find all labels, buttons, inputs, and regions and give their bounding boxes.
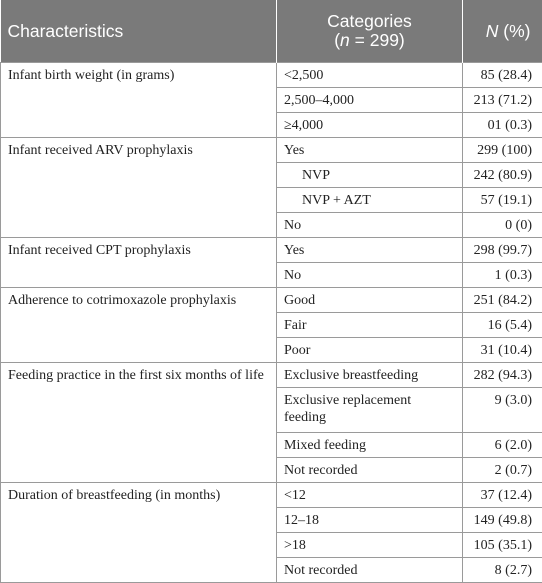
value-cell: 0 (0) [463, 213, 542, 238]
value-cell: 2 (0.7) [463, 458, 542, 483]
value-cell: 31 (10.4) [463, 338, 542, 363]
header-categories-count: = 299) [350, 30, 405, 50]
value-cell: 298 (99.7) [463, 238, 542, 263]
category-cell: Yes [277, 138, 463, 163]
category-cell: Exclusive replacement feeding [277, 388, 463, 433]
header-percent: (%) [498, 21, 530, 41]
header-categories-n: n [340, 30, 350, 50]
value-cell: 37 (12.4) [463, 483, 542, 508]
category-cell: Mixed feeding [277, 433, 463, 458]
table-body [1, 63, 542, 583]
value-cell: 01 (0.3) [463, 113, 542, 138]
category-cell: <2,500 [277, 63, 463, 88]
value-cell: 242 (80.9) [463, 163, 542, 188]
value-cell: 8 (2.7) [463, 558, 542, 583]
characteristic-cell: Adherence to cotrimoxazole prophylaxis [1, 288, 277, 363]
value-cell: 299 (100) [463, 138, 542, 163]
value-cell: 1 (0.3) [463, 263, 542, 288]
header-n-percent [463, 0, 542, 63]
characteristic-cell: Infant received ARV prophylaxis [1, 138, 277, 238]
category-cell: NVP [277, 163, 463, 188]
value-cell: 57 (19.1) [463, 188, 542, 213]
table-row [1, 363, 542, 388]
category-cell: No [277, 263, 463, 288]
header-n: N [486, 21, 499, 41]
table-row [1, 138, 542, 163]
header-categories-label: Categories [327, 11, 412, 31]
category-cell: NVP + AZT [277, 188, 463, 213]
value-cell: 105 (35.1) [463, 533, 542, 558]
value-cell: 213 (71.2) [463, 88, 542, 113]
table-row [1, 288, 542, 313]
category-cell: Not recorded [277, 558, 463, 583]
header-categories-open: ( [334, 30, 340, 50]
category-cell: <12 [277, 483, 463, 508]
category-cell: >18 [277, 533, 463, 558]
category-cell: Not recorded [277, 458, 463, 483]
value-cell: 251 (84.2) [463, 288, 542, 313]
category-cell: 2,500–4,000 [277, 88, 463, 113]
value-cell: 9 (3.0) [463, 388, 542, 433]
category-cell: Fair [277, 313, 463, 338]
characteristic-cell: Infant birth weight (in grams) [1, 63, 277, 138]
characteristic-cell: Feeding practice in the first six months of life [1, 363, 277, 483]
category-cell: Poor [277, 338, 463, 363]
category-cell: ≥4,000 [277, 113, 463, 138]
category-cell: Yes [277, 238, 463, 263]
characteristic-cell: Infant received CPT prophylaxis [1, 238, 277, 288]
value-cell: 16 (5.4) [463, 313, 542, 338]
table-row [1, 63, 542, 88]
category-cell: No [277, 213, 463, 238]
category-cell: Good [277, 288, 463, 313]
category-cell: 12–18 [277, 508, 463, 533]
table-header [1, 0, 542, 63]
value-cell: 282 (94.3) [463, 363, 542, 388]
value-cell: 6 (2.0) [463, 433, 542, 458]
category-cell: Exclusive breastfeeding [277, 363, 463, 388]
header-categories [277, 0, 463, 63]
table-row [1, 483, 542, 508]
value-cell: 85 (28.4) [463, 63, 542, 88]
header-characteristics: Characteristics [1, 0, 277, 63]
table-row [1, 238, 542, 263]
characteristic-cell: Duration of breastfeeding (in months) [1, 483, 277, 583]
value-cell: 149 (49.8) [463, 508, 542, 533]
